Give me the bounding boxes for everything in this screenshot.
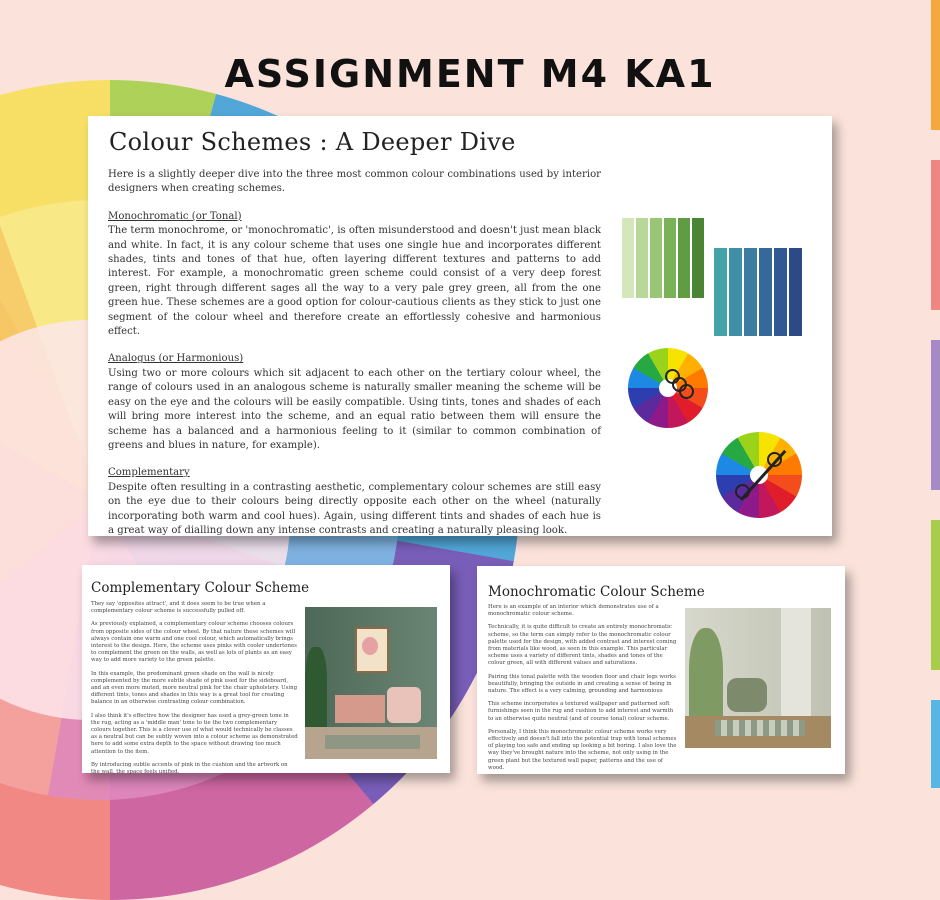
section-monochromatic	[108, 210, 601, 340]
edge-bar-purple	[931, 340, 940, 490]
colour-swatch	[774, 248, 787, 336]
section-body: The term monochrome, or 'monochromatic', is often misunderstood and doesn't just mean black and white. In fact, it is any colour scheme that uses one single hue and incorporates different shades, tints and tones of that hue, often layering different textures and patterns to add interest. For example, a monochromatic green scheme could consist of a very deep forest green, right through different sages all the way to a very pale grey green, all from the one green hue. These schemes are a good option for colour-cautious clients as they stick to just one segment of the colour wheel and therefore create an effortlessly cohesive and harmonious effect.	[108, 225, 601, 338]
paragraph: I also think it's effective how the designer has used a grey-green tone in the rug, acting as a 'middle man' tone to tie the two complementary colours together. This is a clever use of what would technically be classes as a neutral but can be subtly woven into a colour scheme as demonstrated here to add some extra depth to the space without drawing too much attention to the item.	[91, 712, 298, 755]
paragraph: Pairing this tonal palette with the wooden floor and chair legs works beautifully, bringing the outside in and creating a sense of being in nature. The effect is a very calming, grounding and harmonious	[488, 673, 676, 695]
colour-swatch	[744, 248, 757, 336]
green-swatch-palette	[622, 218, 706, 298]
paragraph: Personally, I think this monochromatic colour scheme works very effectively and doesn't fall into the potential trap with tonal schemes of playing too safe and ending up looking a bit boring. I also love the way they've brought nature into the scheme, not only using in the green plant but the textured wall paper, patterns and the use of wood.	[488, 728, 677, 771]
section-title: Monochromatic (or Tonal)	[108, 210, 242, 222]
complementary-colour-wheel	[716, 432, 802, 518]
complementary-scheme-card	[82, 565, 450, 776]
colour-swatch	[678, 218, 690, 298]
section-body: Using two or more colours which sit adjacent to each other on the tertiary colour wheel, the range of colours used in an analogous scheme is naturally smaller meaning the scheme will be easy on the eye and the colours will be easily compatible. Using tints, tones and shades of each will bring more interest into the scheme, and an equal ratio between them will ensure the scheme has a balanced and a harmonious feeling to it (similar to common combination of greens and blues in nature, for example).	[108, 367, 601, 451]
colour-swatch	[714, 248, 727, 336]
complementary-room-photo	[305, 607, 437, 759]
card-body	[91, 601, 298, 782]
paragraph: Technically, it is quite difficult to create an entirely monochromatic scheme, so the term can simply refer to the monochromatic colour palette used for the design, with added contrast and interest coming from materials like wood, as seen in this example. This particular scheme uses a variety of different tints, shades and tones of the colour green, all with different values and saturations.	[488, 624, 677, 667]
colour-swatch	[789, 248, 802, 336]
section-title: Complementary	[108, 467, 190, 479]
colour-swatch	[636, 218, 648, 298]
edge-bar-green	[931, 520, 940, 670]
paragraph: As previously explained, a complementary colour scheme chooses colours from opposite sides of the colour wheel. By that nature these schemes will always contain one warm and one cool colour, which automatically brings interest to the design. Here, the scheme uses pinks with cooler undertones to complement the green on the walls, as well as lots of plants as an easy way to add more variety to the green palette.	[91, 621, 297, 664]
card-heading: Monochromatic Colour Scheme	[488, 584, 705, 600]
colour-schemes-card	[88, 116, 832, 536]
page-title: ASSIGNMENT M4 KA1	[224, 52, 716, 96]
colour-swatch	[729, 248, 742, 336]
monochromatic-room-photo	[685, 608, 831, 748]
complementary-marker	[767, 452, 782, 467]
colour-swatch	[622, 218, 634, 298]
paragraph: They say 'opposites attract', and it does seem to be true when a complementary colour scheme is successfully pulled off.	[91, 601, 266, 615]
section-body: Despite often resulting in a contrasting aesthetic, complementary colour schemes are still easy on the eye due to their colours being directly opposite each other on the wheel (naturally incorporating both warm and cool hues). Again, using different tints and shades of each hue is a great way of dialling down any intense contrasts and creating a naturally pleasing look.	[108, 481, 601, 536]
complementary-marker	[735, 484, 750, 499]
analogous-colour-wheel	[628, 348, 708, 428]
blue-swatch-palette	[714, 248, 804, 336]
analogous-marker	[679, 384, 694, 399]
paragraph: In this example, the predominant green shade on the wall is nicely complemented by the more subtle shade of pink used for the sideboard, and an even more muted, more neutral pink for the chair upholstery. Using different tints, tones and shades in this way is a great tool for creating balance in an otherwise contrasting colour combination.	[91, 670, 298, 706]
paragraph: By introducing subtle accents of pink in the cushion and the artwork on the wall, the space feels unified.	[91, 761, 288, 776]
section-title: Analogus (or Harmonious)	[108, 353, 244, 365]
card-body	[488, 604, 678, 778]
card-heading: Colour Schemes : A Deeper Dive	[109, 128, 516, 156]
colour-swatch	[692, 218, 704, 298]
section-analogous	[108, 352, 601, 453]
section-complementary	[108, 466, 601, 538]
colour-swatch	[759, 248, 772, 336]
intro-paragraph: Here is a slightly deeper dive into the three most common colour combinations used by interior designers when creating schemes.	[108, 169, 601, 195]
card-heading: Complementary Colour Scheme	[91, 580, 310, 596]
paragraph: Here is an example of an interior which demonstrates use of a monochromatic colour scheme.	[488, 604, 659, 618]
colour-swatch	[650, 218, 662, 298]
card-body	[108, 168, 601, 551]
monochromatic-scheme-card	[477, 566, 845, 774]
edge-bar-blue	[931, 700, 940, 788]
edge-bar-red	[931, 160, 940, 310]
colour-swatch	[664, 218, 676, 298]
paragraph: This scheme incorporates a textured wallpaper and patterned soft furnishings seen in the rug and cushion to add interest and warmth to an otherwise quite neutral (and of course tonal) colour scheme.	[488, 701, 674, 722]
